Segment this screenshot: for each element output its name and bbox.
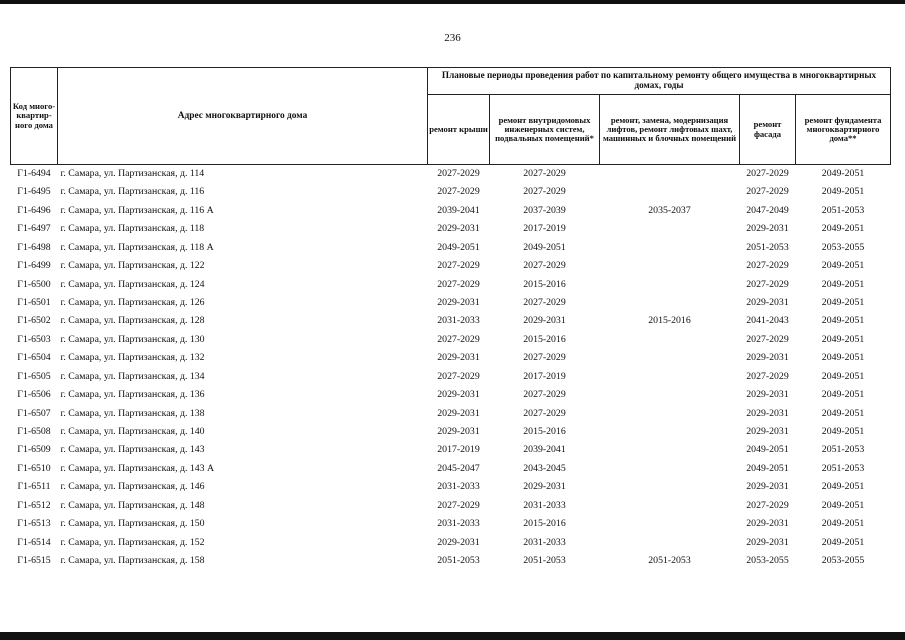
cell-systems: 2027-2029 (523, 389, 566, 401)
cell-facade: 2027-2029 (746, 370, 789, 382)
cell-facade: 2027-2029 (746, 333, 789, 345)
cell-code: Г1-6510 (17, 462, 51, 474)
table-row (11, 349, 891, 367)
table-row (11, 257, 891, 275)
bottom-border-bar (0, 632, 905, 640)
cell-facade: 2029-2031 (746, 223, 789, 235)
cell-elevators (600, 165, 740, 184)
cell-foundation: 2049-2051 (821, 333, 865, 345)
table-row (11, 442, 891, 460)
table-row (11, 331, 891, 349)
cell-elevators (600, 368, 740, 386)
cell-roof: 2027-2029 (437, 278, 480, 290)
cell-foundation: 2049-2051 (821, 186, 865, 198)
cell-code: Г1-6503 (17, 333, 51, 345)
cell-facade: 2027-2029 (746, 278, 789, 290)
table-row (11, 423, 891, 441)
cell-elevators (600, 442, 740, 460)
cell-code: Г1-6504 (17, 352, 51, 364)
cell-roof: 2031-2033 (437, 481, 480, 493)
cell-roof: 2049-2051 (437, 241, 480, 253)
cell-code: Г1-6511 (17, 481, 51, 493)
cell-systems: 2043-2045 (523, 462, 566, 474)
table-row (11, 478, 891, 496)
table-row (11, 386, 891, 404)
table-row (11, 515, 891, 533)
cell-elevators: 2015-2016 (648, 315, 691, 327)
table-row (11, 220, 891, 238)
cell-roof: 2029-2031 (437, 536, 480, 548)
cell-address: г. Самара, ул. Партизанская, д. 134 (60, 370, 205, 382)
cell-address: г. Самара, ул. Партизанская, д. 146 (60, 481, 205, 493)
cell-elevators: 2051-2053 (648, 555, 691, 567)
cell-code: Г1-6497 (17, 223, 51, 235)
cell-facade: 2027-2029 (746, 499, 789, 511)
cell-foundation: 2049-2051 (821, 536, 865, 548)
table-row (11, 165, 891, 184)
cell-address: г. Самара, ул. Партизанская, д. 116 (60, 186, 205, 198)
cell-systems: 2027-2029 (523, 260, 566, 272)
cell-roof: 2029-2031 (437, 296, 480, 308)
cell-systems: 2031-2033 (523, 499, 566, 511)
cell-roof: 2027-2029 (437, 260, 480, 272)
cell-foundation: 2049-2051 (821, 278, 865, 290)
cell-address: г. Самара, ул. Партизанская, д. 126 (60, 296, 205, 308)
top-border-bar (0, 0, 905, 4)
cell-code: Г1-6515 (17, 555, 51, 567)
cell-systems: 2039-2041 (523, 444, 566, 456)
cell-facade: 2051-2053 (746, 241, 789, 253)
header-code: Код много-квартир-ного дома (11, 68, 58, 165)
cell-elevators (600, 515, 740, 533)
table-header (11, 68, 891, 165)
cell-foundation: 2053-2055 (821, 241, 865, 253)
table-row (11, 552, 891, 570)
cell-address: г. Самара, ул. Партизанская, д. 140 (60, 426, 205, 438)
cell-code: Г1-6498 (17, 241, 51, 253)
cell-elevators (600, 386, 740, 404)
cell-code: Г1-6495 (17, 186, 51, 198)
cell-address: г. Самара, ул. Партизанская, д. 116 А (60, 204, 214, 216)
cell-foundation: 2049-2051 (821, 352, 865, 364)
cell-systems: 2029-2031 (523, 481, 566, 493)
cell-roof: 2029-2031 (437, 352, 480, 364)
cell-address: г. Самара, ул. Партизанская, д. 152 (60, 536, 205, 548)
cell-roof: 2029-2031 (437, 407, 480, 419)
header-elevators: ремонт, замена, модернизация лифтов, ремонт лифтовых шахт, машинных и блочных помещений (600, 95, 740, 165)
cell-foundation: 2049-2051 (821, 315, 865, 327)
cell-address: г. Самара, ул. Партизанская, д. 150 (60, 518, 205, 530)
cell-facade: 2029-2031 (746, 407, 789, 419)
cell-roof: 2029-2031 (437, 389, 480, 401)
cell-facade: 2049-2051 (746, 462, 789, 474)
cell-systems: 2027-2029 (523, 407, 566, 419)
cell-roof: 2051-2053 (437, 555, 480, 567)
cell-address: г. Самара, ул. Партизанская, д. 118 (60, 223, 205, 235)
table-row (11, 239, 891, 257)
cell-foundation: 2051-2053 (821, 444, 865, 456)
cell-facade: 2029-2031 (746, 518, 789, 530)
cell-code: Г1-6507 (17, 407, 51, 419)
cell-foundation: 2049-2051 (821, 481, 865, 493)
cell-elevators (600, 534, 740, 552)
header-foundation: ремонт фундамента многоквартирного дома** (796, 95, 891, 165)
cell-roof: 2027-2029 (437, 370, 480, 382)
table-row (11, 497, 891, 515)
cell-facade: 2029-2031 (746, 389, 789, 401)
cell-roof: 2039-2041 (437, 204, 480, 216)
cell-roof: 2027-2029 (437, 333, 480, 345)
cell-elevators (600, 276, 740, 294)
cell-elevators (600, 460, 740, 478)
cell-systems: 2037-2039 (523, 204, 566, 216)
cell-elevators (600, 220, 740, 238)
cell-roof: 2031-2033 (437, 518, 480, 530)
cell-elevators (600, 331, 740, 349)
cell-systems: 2017-2019 (523, 223, 566, 235)
cell-code: Г1-6499 (17, 260, 51, 272)
cell-code: Г1-6505 (17, 370, 51, 382)
cell-address: г. Самара, ул. Партизанская, д. 128 (60, 315, 205, 327)
cell-roof: 2027-2029 (428, 165, 490, 184)
cell-roof: 2027-2029 (437, 186, 480, 198)
header-systems: ремонт внутридомовых инженерных систем, подвальных помещений* (490, 95, 600, 165)
cell-systems: 2027-2029 (523, 186, 566, 198)
cell-foundation: 2049-2051 (821, 426, 865, 438)
cell-address: г. Самара, ул. Партизанская, д. 136 (60, 389, 205, 401)
cell-code: Г1-6496 (17, 204, 51, 216)
cell-code: Г1-6512 (17, 499, 51, 511)
cell-systems: 2017-2019 (523, 370, 566, 382)
table-row (11, 294, 891, 312)
cell-foundation: 2049-2051 (821, 407, 865, 419)
header-roof: ремонт крыши (428, 95, 490, 165)
cell-code: Г1-6494 (11, 165, 58, 184)
cell-facade: 2053-2055 (746, 555, 789, 567)
cell-foundation: 2053-2055 (821, 555, 865, 567)
cell-facade: 2029-2031 (746, 296, 789, 308)
header-address: Адрес многоквартирного дома (58, 68, 428, 165)
table-row (11, 405, 891, 423)
table-row (11, 276, 891, 294)
cell-address: г. Самара, ул. Партизанская, д. 138 (60, 407, 205, 419)
cell-foundation: 2049-2051 (796, 165, 891, 184)
cell-foundation: 2049-2051 (821, 370, 865, 382)
table-row (11, 534, 891, 552)
cell-code: Г1-6506 (17, 389, 51, 401)
cell-facade: 2029-2031 (746, 536, 789, 548)
table-row (11, 313, 891, 331)
cell-foundation: 2049-2051 (821, 499, 865, 511)
cell-facade: 2041-2043 (746, 315, 789, 327)
table-body (11, 165, 891, 571)
cell-facade: 2047-2049 (746, 204, 789, 216)
cell-address: г. Самара, ул. Партизанская, д. 118 А (60, 241, 214, 253)
cell-roof: 2029-2031 (437, 223, 480, 235)
cell-foundation: 2051-2053 (821, 204, 865, 216)
cell-elevators (600, 183, 740, 201)
cell-systems: 2051-2053 (523, 555, 566, 567)
cell-roof: 2029-2031 (437, 426, 480, 438)
cell-address: г. Самара, ул. Партизанская, д. 130 (60, 333, 205, 345)
cell-elevators (600, 497, 740, 515)
cell-systems: 2027-2029 (523, 296, 566, 308)
cell-systems: 2031-2033 (523, 536, 566, 548)
cell-elevators (600, 294, 740, 312)
cell-foundation: 2051-2053 (821, 462, 865, 474)
cell-facade: 2029-2031 (746, 426, 789, 438)
table-row (11, 183, 891, 201)
cell-foundation: 2049-2051 (821, 518, 865, 530)
cell-address: г. Самара, ул. Партизанская, д. 158 (60, 555, 205, 567)
cell-address: г. Самара, ул. Партизанская, д. 114 (58, 165, 428, 184)
cell-roof: 2031-2033 (437, 315, 480, 327)
cell-systems: 2027-2029 (490, 165, 600, 184)
cell-elevators: 2035-2037 (648, 204, 691, 216)
cell-elevators (600, 423, 740, 441)
cell-foundation: 2049-2051 (821, 389, 865, 401)
cell-roof: 2045-2047 (437, 462, 480, 474)
cell-code: Г1-6514 (17, 536, 51, 548)
cell-roof: 2017-2019 (437, 444, 480, 456)
cell-code: Г1-6500 (17, 278, 51, 290)
cell-foundation: 2049-2051 (821, 223, 865, 235)
cell-facade: 2049-2051 (746, 444, 789, 456)
cell-address: г. Самара, ул. Партизанская, д. 124 (60, 278, 205, 290)
page-number: 236 (444, 32, 461, 44)
cell-code: Г1-6513 (17, 518, 51, 530)
repair-schedule-table (10, 67, 891, 571)
cell-code: Г1-6508 (17, 426, 51, 438)
cell-address: г. Самара, ул. Партизанская, д. 132 (60, 352, 205, 364)
table-row (11, 202, 891, 220)
cell-systems: 2015-2016 (523, 333, 566, 345)
cell-foundation: 2049-2051 (821, 260, 865, 272)
cell-systems: 2015-2016 (523, 278, 566, 290)
cell-systems: 2027-2029 (523, 352, 566, 364)
cell-facade: 2029-2031 (746, 481, 789, 493)
cell-address: г. Самара, ул. Партизанская, д. 148 (60, 499, 205, 511)
table-row (11, 460, 891, 478)
cell-systems: 2049-2051 (523, 241, 566, 253)
cell-facade: 2029-2031 (746, 352, 789, 364)
cell-systems: 2029-2031 (523, 315, 566, 327)
header-periods: Плановые периоды проведения работ по капитальному ремонту общего имущества в многоквартирных домах, годы (428, 68, 891, 95)
cell-systems: 2015-2016 (523, 426, 566, 438)
cell-facade: 2027-2029 (740, 165, 796, 184)
cell-roof: 2027-2029 (437, 499, 480, 511)
header-facade: ремонт фасада (740, 95, 796, 165)
cell-facade: 2027-2029 (746, 186, 789, 198)
table-row (11, 368, 891, 386)
cell-address: г. Самара, ул. Партизанская, д. 122 (60, 260, 205, 272)
cell-code: Г1-6509 (17, 444, 51, 456)
cell-address: г. Самара, ул. Партизанская, д. 143 А (60, 462, 215, 474)
cell-elevators (600, 478, 740, 496)
cell-elevators (600, 257, 740, 275)
cell-systems: 2015-2016 (523, 518, 566, 530)
cell-elevators (600, 239, 740, 257)
cell-elevators (600, 405, 740, 423)
cell-elevators (600, 349, 740, 367)
cell-foundation: 2049-2051 (821, 296, 865, 308)
cell-code: Г1-6502 (17, 315, 51, 327)
cell-facade: 2027-2029 (746, 260, 789, 272)
cell-code: Г1-6501 (17, 296, 51, 308)
cell-address: г. Самара, ул. Партизанская, д. 143 (60, 444, 205, 456)
